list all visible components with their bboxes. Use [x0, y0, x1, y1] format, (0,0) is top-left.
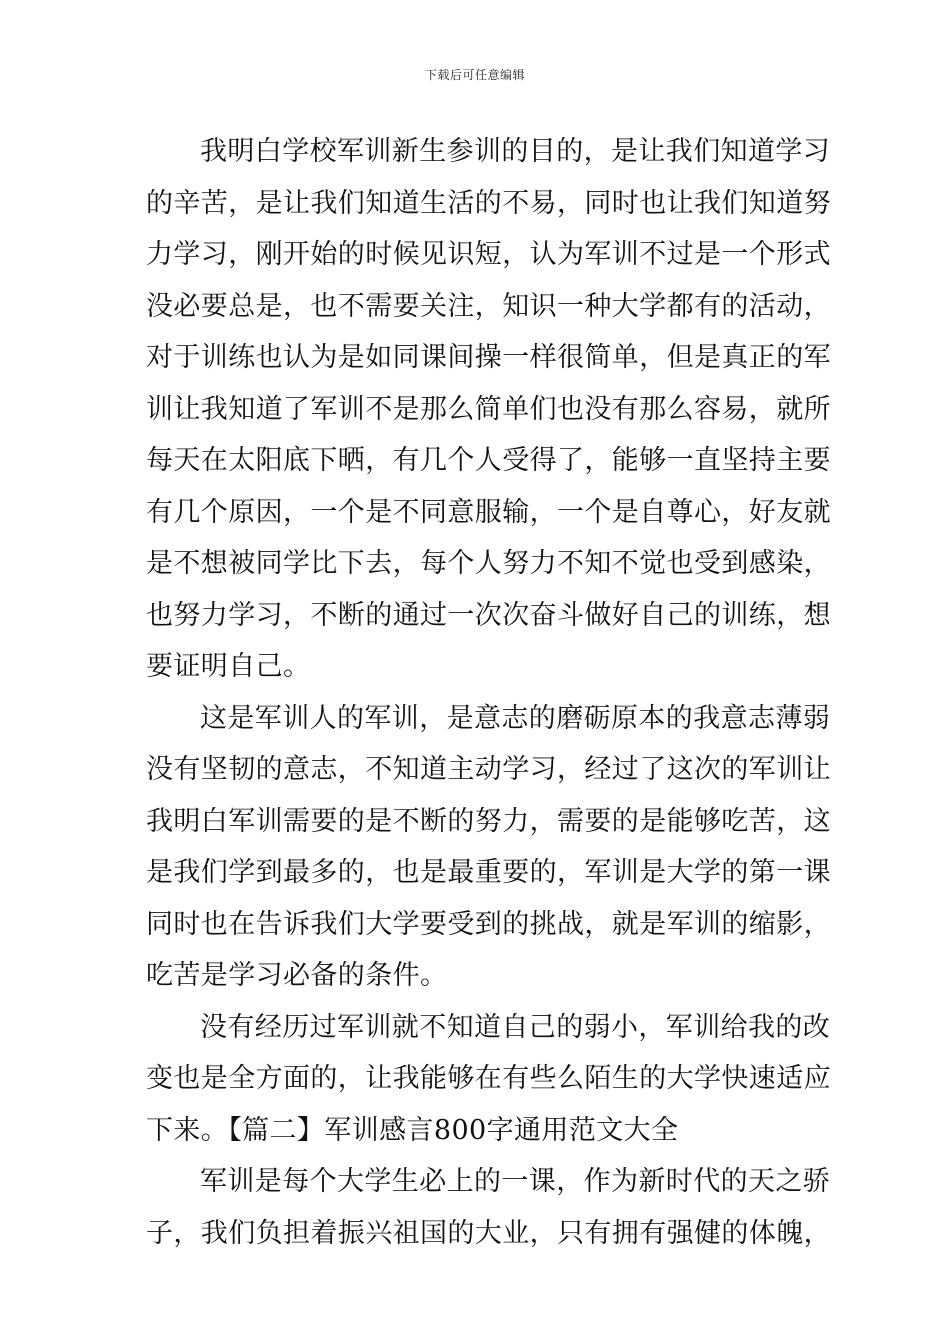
paragraph-line: 对于训练也认为是如同课间操一样很简单，但是真正的军: [146, 342, 831, 373]
paragraph-line: 军训是每个大学生必上的一课，作为新时代的天之骄: [200, 1166, 831, 1197]
paragraph-line: 子，我们负担着振兴祖国的大业，只有拥有强健的体魄，: [146, 1217, 831, 1249]
paragraph-line: 是不想被同学比下去，每个人努力不知不觉也受到感染，: [146, 548, 831, 579]
document-body: [146, 126, 831, 1259]
paragraph-line: 也努力学习，不断的通过一次次奋斗做好自己的训练，想: [146, 599, 831, 631]
paragraph-line: 下来。【篇二】军训感言800字通用范文大全: [146, 1114, 679, 1146]
paragraph-line: 没有坚韧的意志，不知道主动学习，经过了这次的军训让: [146, 754, 831, 785]
paragraph-line: 要证明自己。: [146, 651, 311, 682]
paragraph-line: 没必要总是，也不需要关注，知识一种大学都有的活动，: [146, 290, 831, 322]
paragraph-line: 变也是全方面的，让我能够在有些么陌生的大学快速适应: [146, 1063, 831, 1094]
paragraph-line: 力学习，刚开始的时候见识短，认为军训不过是一个形式: [146, 239, 831, 270]
page-header: 下载后可任意编辑: [424, 68, 525, 82]
paragraph-line: 吃苦是学习必备的条件。: [146, 960, 448, 991]
paragraph-line: 没有经历过军训就不知道自己的弱小，军训给我的改: [200, 1011, 831, 1043]
paragraph-line: 我明白学校军训新生参训的目的，是让我们知道学习: [200, 136, 831, 167]
paragraph-line: 有几个原因，一个是不同意服输，一个是自尊心，好友就: [146, 496, 831, 528]
paragraph-line: 同时也在告诉我们大学要受到的挑战，就是军训的缩影，: [146, 908, 831, 940]
paragraph-line: 训让我知道了军训不是那么简单们也没有那么容易，就所: [146, 393, 831, 425]
paragraph-line: 这是军训人的军训，是意志的磨砺原本的我意志薄弱: [200, 702, 831, 734]
paragraph-line: 是我们学到最多的，也是最重要的，军训是大学的第一课: [146, 857, 831, 888]
paragraph-line: 我明白军训需要的是不断的努力，需要的是能够吃苦，这: [146, 805, 831, 837]
paragraph-line: 每天在太阳底下晒，有几个人受得了，能够一直坚持主要: [146, 445, 831, 476]
paragraph-line: 的辛苦，是让我们知道生活的不易，同时也让我们知道努: [146, 187, 831, 219]
